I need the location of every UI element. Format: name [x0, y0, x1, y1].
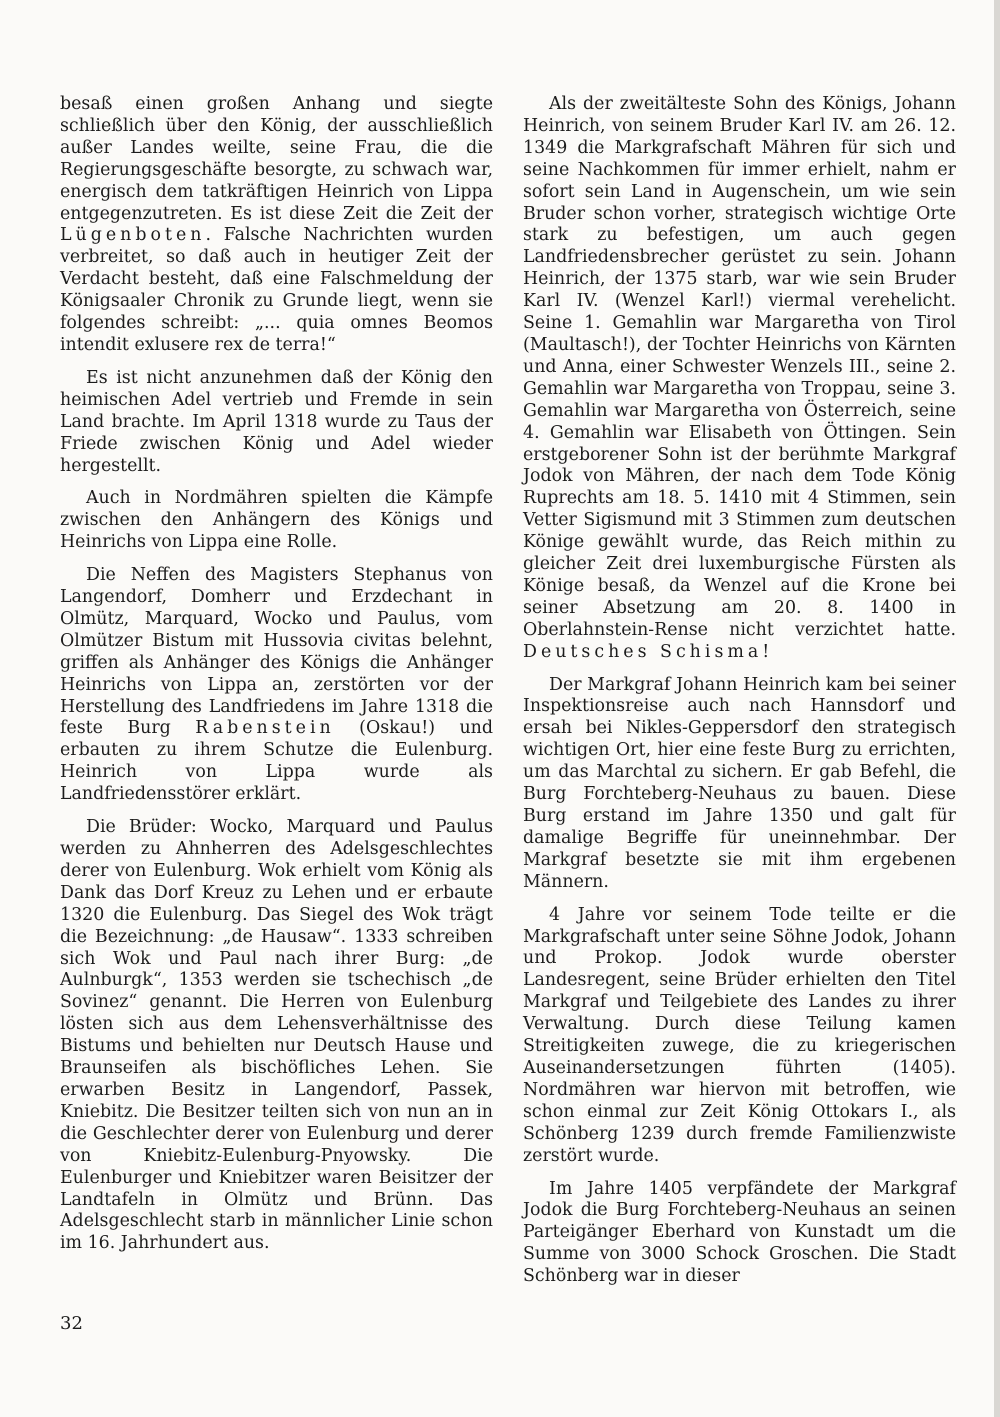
- paragraph: Die Neffen des Magisters Stephanus von Langendorf, Domherr und Erzdechant in Olmütz, Marquard, Wocko und Paulus, vom Olmützer Bistum mit Hussovia civitas belehnt, griffen als Anhänger des Königs die Anhänger Heinrichs von Lippa an, zerstörten vor der Herstellung des Landfriedens im Jahre 1318 die feste Burg Rabenstein (Oskau!) und erbauten zu ihrem Schutze die Eulenburg. Heinrich von Lippa wurde als Landfriedensstörer erklärt.: [60, 565, 493, 805]
- left-column: [60, 94, 493, 1266]
- paragraph: Die Brüder: Wocko, Marquard und Paulus werden zu Ahnherren des Adelsgeschlechtes derer von Eulenburg. Wok erhielt vom König als Dank das Dorf Kreuz zu Lehen und er erbaute 1320 die Eulenburg. Das Siegel des Wok trägt die Bezeichnung: „de Hausaw“. 1333 schreiben sich Wok und Paul nach ihrer Burg: „de Aulnburgk“, 1353 werden sie tschechisch „de Sovinez“ genannt. Die Herren von Eulenburg lösten sich aus dem Lehensverhältnisse des Bistums und behielten nur Deutsch Hause und Braunseifen als bischöfliches Lehen. Sie erwarben Besitz in Langendorf, Passek, Kniebitz. Die Besitzer teilten sich von nun an in die Geschlechter derer von Eulenburg und derer von Kniebitz-Eulenburg-Pnyowsky. Die Eulenburger und Kniebitzer waren Beisitzer der Landtafeln in Olmütz und Brünn. Das Adelsgeschlecht starb in männlicher Linie schon im 16. Jahrhundert aus.: [60, 817, 493, 1254]
- paragraph: Im Jahre 1405 verpfändete der Markgraf Jodok die Burg Forchteberg-Neuhaus an seinen Parteigänger Eberhard von Kunstadt um die Summe von 3000 Schock Groschen. Die Stadt Schönberg war in dieser: [523, 1178, 956, 1287]
- paragraph: besaß einen großen Anhang und siegte schließlich über den König, der ausschließlich außer Landes weilte, seine Frau, die die Regierungsgeschäfte besorgte, zu schwach war, energisch dem tatkräftigen Heinrich von Lippa entgegenzutreten. Es ist diese Zeit die Zeit der Lügenboten. Falsche Nachrichten wurden verbreitet, so daß auch in heutiger Zeit der Verdacht besteht, daß eine Falschmeldung der Königsaaler Chronik zu Grunde liegt, wenn sie folgendes schreibt: „... quia omnes Beomos intendit exlusere rex de terra!“: [60, 94, 493, 355]
- page-number: 32: [60, 1313, 83, 1334]
- paragraph: Auch in Nordmähren spielten die Kämpfe zwischen den Anhängern des Königs und Heinrichs von Lippa eine Rolle.: [60, 488, 493, 553]
- right-column: [523, 94, 956, 1299]
- paragraph: 4 Jahre vor seinem Tode teilte er die Markgrafschaft unter seine Söhne Jodok, Johann und Prokop. Jodok wurde oberster Landesregent, seine Brüder erhielten den Titel Markgraf und Teilgebiete des Landes zu ihrer Verwaltung. Durch diese Teilung kamen Streitigkeiten zuwege, die zu kriegerischen Auseinandersetzungen führten (1405). Nordmähren war hiervon mit betroffen, wie schon einmal zur Zeit König Ottokars I., als Schönberg 1239 durch fremde Familienzwiste zerstört wurde.: [523, 904, 956, 1166]
- page-edge: [994, 0, 1000, 1417]
- paragraph: Es ist nicht anzunehmen daß der König den heimischen Adel vertrieb und Fremde in sein Land brachte. Im April 1318 wurde zu Taus der Friede zwischen König und Adel wieder hergestellt.: [60, 367, 493, 476]
- paragraph: Als der zweitälteste Sohn des Königs, Johann Heinrich, von seinem Bruder Karl IV. am 26. 12. 1349 die Markgrafschaft Mähren für sich und seine Nachkommen für immer erhielt, nahm er sofort sein Land in Augenschein, um wie sein Bruder schon vorher, strategisch wichtige Orte stark zu befestigen, um auch gegen Landfriedensbrecher gerüstet zu sein. Johann Heinrich, der 1375 starb, war wie sein Bruder Karl IV. (Wenzel Karl!) viermal verehelicht. Seine 1. Gemahlin war Margaretha von Tirol (Maultasch!), der Tochter Heinrichs von Kärnten und Anna, einer Schwester Wenzels III., seine 2. Gemahlin war Margaretha von Troppau, seine 3. Gemahlin war Margaretha von Österreich, seine 4. Gemahlin war Elisabeth von Öttingen. Sein erstgeborener Sohn ist der berühmte Markgraf Jodok von Mähren, der nach dem Tode König Ruprechts am 18. 5. 1410 mit 4 Stimmen, sein Vetter Sigismund mit 3 Stimmen zum deutschen Könige gewählt wurde, das Reich mithin zu gleicher Zeit drei luxemburgische Fürsten als Könige besaß, da Wenzel auf die Krone bei seiner Absetzung am 20. 8. 1400 in Oberlahnstein-Rense nicht verzichtet hatte. Deutsches Schisma!: [523, 94, 956, 662]
- paragraph: Der Markgraf Johann Heinrich kam bei seiner Inspektionsreise auch nach Hannsdorf und ersah bei Nikles-Geppersdorf den strategisch wichtigen Ort, hier eine feste Burg zu errichten, um das Marchtal zu sichern. Er gab Befehl, die Burg Forchteberg-Neuhaus zu bauen. Diese Burg erstand im Jahre 1350 und galt für damalige Begriffe für uneinnehmbar. Der Markgraf besetzte sie mit ihm ergebenen Männern.: [523, 674, 956, 892]
